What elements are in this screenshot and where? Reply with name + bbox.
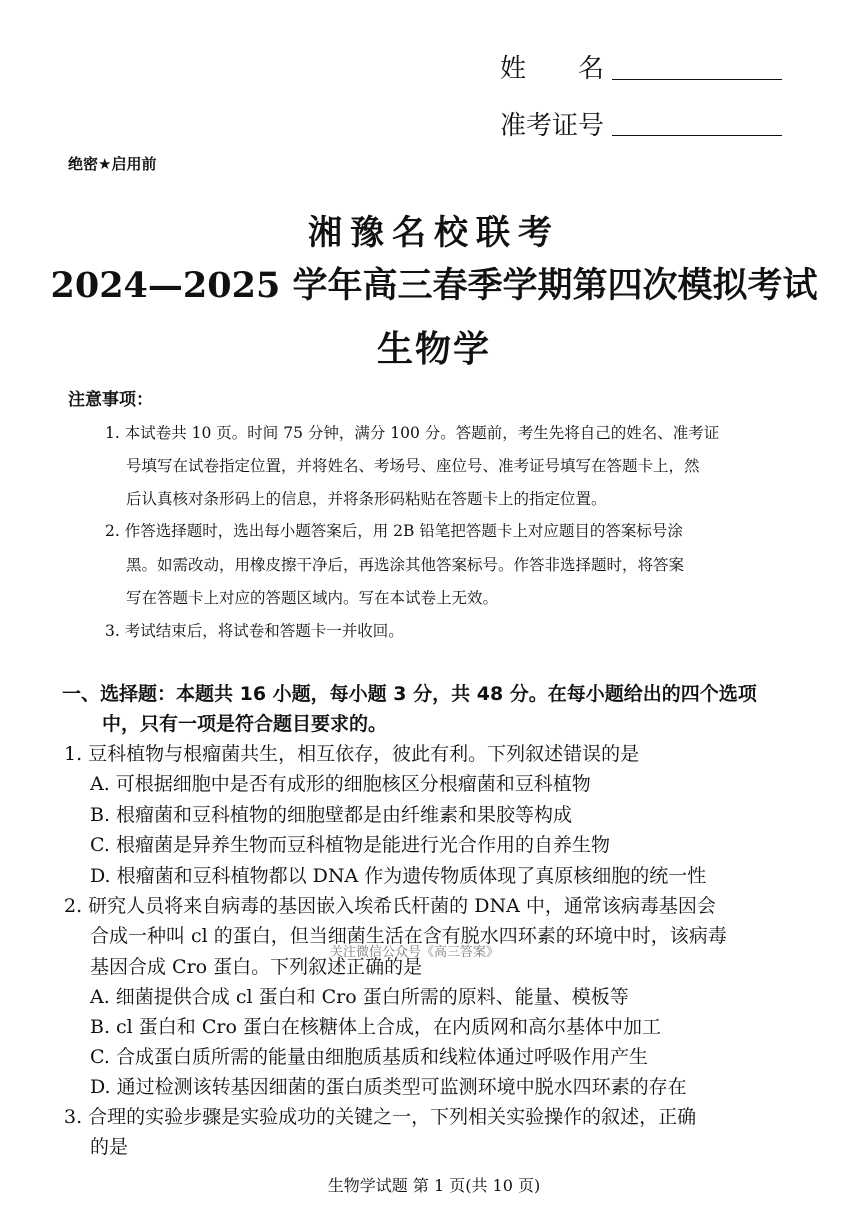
- option-b: B. 根瘤菌和豆科植物的细胞壁都是由纤维素和果胶等构成: [90, 804, 573, 826]
- option-b: B. cl 蛋白和 Cro 蛋白在核糖体上合成，在内质网和高尔基体中加工: [90, 1016, 661, 1038]
- question-stem: 1. 豆科植物与根瘤菌共生，相互依存，彼此有利。下列叙述错误的是: [64, 743, 640, 765]
- option-d: D. 通过检测该转基因细菌的蛋白质类型可监测环境中脱水四环素的存在: [90, 1076, 687, 1098]
- section-heading: 一、选择题：本题共 16 小题，每小题 3 分，共 48 分。在每小题给出的四个选项: [62, 683, 757, 705]
- exam-id-label: 准考证号: [500, 111, 605, 141]
- notice-line: 号填写在试卷指定位置，并将姓名、考场号、座位号、准考证号填写在答题卡上，然: [126, 457, 700, 475]
- question-stem: 2. 研究人员将来自病毒的基因嵌入埃希氏杆菌的 DNA 中，通常该病毒基因会: [64, 895, 716, 917]
- page-footer: 生物学试题 第 1 页(共 10 页): [327, 1176, 541, 1195]
- option-a: A. 细菌提供合成 cl 蛋白和 Cro 蛋白所需的原料、能量、模板等: [90, 986, 629, 1008]
- notice-heading: 注意事项：: [68, 390, 153, 410]
- question-stem: 3. 合理的实验步骤是实验成功的关键之一，下列相关实验操作的叙述，正确: [64, 1106, 697, 1128]
- secret-mark: 绝密★启用前: [68, 155, 157, 173]
- notice-line: 黑。如需改动，用橡皮擦干净后，再选涂其他答案标号。作答非选择题时，将答案: [126, 556, 685, 574]
- exam-id-blank: [612, 135, 782, 136]
- name-label: 姓 名: [500, 54, 605, 84]
- subject-title: 生物学: [376, 328, 491, 370]
- exam-org-title: 湘豫名校联考: [308, 213, 560, 253]
- watermark: 关注微信公众号《高三答案》: [330, 945, 500, 960]
- notice-line: 2. 作答选择题时，选出每小题答案后，用 2B 铅笔把答题卡上对应题目的答案标号涂: [105, 522, 683, 540]
- notice-line: 1. 本试卷共 10 页。时间 75 分钟，满分 100 分。答题前，考生先将自己的姓名、准考证: [105, 424, 720, 442]
- option-c: C. 根瘤菌是异养生物而豆科植物是能进行光合作用的自养生物: [90, 834, 610, 856]
- notice-line: 写在答题卡上对应的答题区域内。写在本试卷上无效。: [126, 589, 499, 607]
- option-d: D. 根瘤菌和豆科植物都以 DNA 作为遗传物质体现了真原核细胞的统一性: [90, 865, 707, 887]
- notice-line: 3. 考试结束后，将试卷和答题卡一并收回。: [105, 622, 404, 640]
- question-stem-cont: 合成一种叫 cl 的蛋白，但当细菌生活在含有脱水四环素的环境中时，该病毒: [90, 925, 727, 947]
- exam-title: 2024—2025 学年高三春季学期第四次模拟考试: [50, 265, 818, 306]
- option-a: A. 可根据细胞中是否有成形的细胞核区分根瘤菌和豆科植物: [90, 773, 591, 795]
- option-c: C. 合成蛋白质所需的能量由细胞质基质和线粒体通过呼吸作用产生: [90, 1046, 648, 1068]
- name-blank: [612, 79, 782, 80]
- question-stem-cont: 基因合成 Cro 蛋白。下列叙述正确的是: [90, 956, 423, 978]
- section-heading-cont: 中，只有一项是符合题目要求的。: [102, 713, 388, 735]
- question-stem-cont: 的是: [90, 1136, 129, 1158]
- notice-line: 后认真核对条形码上的信息，并将条形码粘贴在答题卡上的指定位置。: [126, 490, 607, 508]
